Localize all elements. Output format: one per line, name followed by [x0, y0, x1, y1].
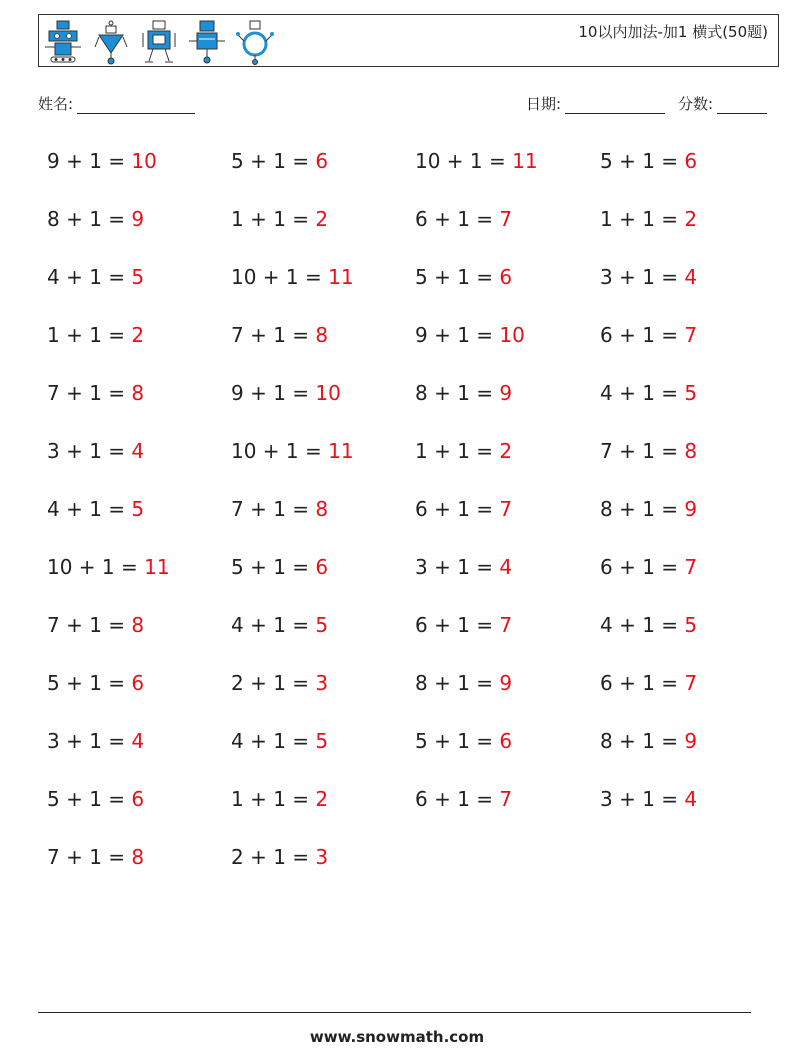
- problem-answer: 11: [328, 265, 354, 289]
- problem-answer: 6: [499, 729, 513, 753]
- problem-item: [415, 729, 512, 753]
- problem-question: 3 + 1 =: [600, 265, 685, 289]
- problem-item: [47, 671, 144, 695]
- problem-answer: 5: [684, 381, 698, 405]
- problem-question: 4 + 1 =: [600, 613, 685, 637]
- problem-question: 7 + 1 =: [47, 613, 132, 637]
- problem-answer: 2: [315, 207, 329, 231]
- problem-item: [47, 439, 144, 463]
- problem-item: [231, 497, 328, 521]
- problem-item: [231, 787, 328, 811]
- problem-answer: 2: [684, 207, 698, 231]
- problem-item: [415, 207, 512, 231]
- problem-answer: 8: [131, 613, 145, 637]
- problem-question: 4 + 1 =: [47, 265, 132, 289]
- problem-answer: 4: [684, 787, 698, 811]
- date-label: 日期:: [526, 95, 562, 113]
- problem-question: 7 + 1 =: [231, 323, 316, 347]
- problem-item: [47, 323, 144, 347]
- problem-answer: 8: [131, 845, 145, 869]
- problem-item: [47, 265, 144, 289]
- problem-item: [415, 671, 512, 695]
- problem-answer: 7: [684, 671, 698, 695]
- problem-question: 1 + 1 =: [415, 439, 500, 463]
- problem-question: 6 + 1 =: [600, 671, 685, 695]
- problem-item: [47, 555, 170, 579]
- problem-question: 4 + 1 =: [47, 497, 132, 521]
- page-title: 10以内加法-加1 横式(50题): [578, 23, 768, 41]
- problem-answer: 9: [684, 729, 698, 753]
- problem-item: [231, 439, 354, 463]
- problem-answer: 6: [684, 149, 698, 173]
- problem-question: 5 + 1 =: [47, 787, 132, 811]
- problem-item: [600, 323, 697, 347]
- problem-item: [415, 149, 538, 173]
- problem-question: 9 + 1 =: [47, 149, 132, 173]
- problem-item: [47, 207, 144, 231]
- problem-item: [47, 729, 144, 753]
- problem-answer: 8: [684, 439, 698, 463]
- footer-url[interactable]: www.snowmath.com: [309, 1028, 485, 1046]
- problem-question: 6 + 1 =: [415, 497, 500, 521]
- problem-answer: 9: [684, 497, 698, 521]
- problem-item: [47, 787, 144, 811]
- problem-answer: 7: [499, 207, 513, 231]
- problem-question: 6 + 1 =: [600, 323, 685, 347]
- problem-item: [600, 381, 697, 405]
- problem-answer: 5: [131, 265, 145, 289]
- problem-item: [231, 149, 328, 173]
- problem-question: 10 + 1 =: [231, 439, 329, 463]
- problem-question: 6 + 1 =: [415, 207, 500, 231]
- problem-question: 8 + 1 =: [415, 671, 500, 695]
- problem-answer: 7: [684, 555, 698, 579]
- problem-answer: 5: [131, 497, 145, 521]
- problem-item: [600, 439, 697, 463]
- problem-answer: 6: [131, 787, 145, 811]
- problem-item: [47, 149, 157, 173]
- problem-question: 3 + 1 =: [600, 787, 685, 811]
- problem-answer: 8: [131, 381, 145, 405]
- footer-divider: [38, 1012, 751, 1013]
- problem-answer: 7: [499, 787, 513, 811]
- problem-answer: 2: [131, 323, 145, 347]
- problem-item: [415, 381, 512, 405]
- problem-answer: 3: [315, 671, 329, 695]
- problem-item: [415, 613, 512, 637]
- problem-answer: 9: [499, 381, 513, 405]
- problem-answer: 2: [315, 787, 329, 811]
- problem-answer: 7: [499, 613, 513, 637]
- problem-question: 7 + 1 =: [47, 381, 132, 405]
- problem-answer: 3: [315, 845, 329, 869]
- problem-item: [231, 671, 328, 695]
- problem-answer: 10: [315, 381, 341, 405]
- problem-answer: 6: [315, 149, 329, 173]
- problem-item: [231, 265, 354, 289]
- problem-item: [231, 555, 328, 579]
- problem-question: 5 + 1 =: [600, 149, 685, 173]
- problem-answer: 4: [684, 265, 698, 289]
- problem-question: 2 + 1 =: [231, 845, 316, 869]
- problem-item: [600, 555, 697, 579]
- problem-answer: 11: [144, 555, 170, 579]
- problem-item: [600, 671, 697, 695]
- score-label: 分数:: [678, 95, 714, 113]
- problem-answer: 4: [131, 729, 145, 753]
- problem-answer: 9: [499, 671, 513, 695]
- problem-item: [231, 845, 328, 869]
- problem-question: 10 + 1 =: [47, 555, 145, 579]
- problem-item: [600, 729, 697, 753]
- problem-answer: 8: [315, 323, 329, 347]
- problem-answer: 7: [684, 323, 698, 347]
- problem-question: 3 + 1 =: [47, 729, 132, 753]
- problem-answer: 6: [315, 555, 329, 579]
- problem-item: [600, 497, 697, 521]
- problem-item: [415, 323, 525, 347]
- problem-question: 4 + 1 =: [231, 729, 316, 753]
- problem-question: 9 + 1 =: [231, 381, 316, 405]
- problem-question: 9 + 1 =: [415, 323, 500, 347]
- problem-question: 7 + 1 =: [47, 845, 132, 869]
- problem-item: [415, 555, 512, 579]
- problem-question: 5 + 1 =: [47, 671, 132, 695]
- problem-answer: 7: [499, 497, 513, 521]
- problem-question: 6 + 1 =: [600, 555, 685, 579]
- problem-question: 1 + 1 =: [231, 787, 316, 811]
- problem-item: [231, 207, 328, 231]
- problem-question: 4 + 1 =: [600, 381, 685, 405]
- name-label: 姓名:: [38, 95, 74, 113]
- problem-answer: 2: [499, 439, 513, 463]
- problem-question: 1 + 1 =: [231, 207, 316, 231]
- problem-item: [231, 381, 341, 405]
- problem-item: [600, 207, 697, 231]
- problem-question: 1 + 1 =: [47, 323, 132, 347]
- problem-item: [600, 265, 697, 289]
- problem-item: [415, 787, 512, 811]
- problem-question: 8 + 1 =: [600, 729, 685, 753]
- problem-answer: 4: [499, 555, 513, 579]
- problem-question: 4 + 1 =: [231, 613, 316, 637]
- problem-item: [415, 497, 512, 521]
- problem-answer: 5: [315, 729, 329, 753]
- problem-item: [231, 613, 328, 637]
- problem-question: 3 + 1 =: [415, 555, 500, 579]
- problem-item: [47, 497, 144, 521]
- problem-answer: 6: [499, 265, 513, 289]
- problem-answer: 4: [131, 439, 145, 463]
- problem-question: 7 + 1 =: [231, 497, 316, 521]
- problem-question: 8 + 1 =: [47, 207, 132, 231]
- problem-answer: 6: [131, 671, 145, 695]
- problem-question: 6 + 1 =: [415, 613, 500, 637]
- problem-item: [231, 323, 328, 347]
- problem-item: [47, 381, 144, 405]
- problem-answer: 5: [315, 613, 329, 637]
- problem-item: [47, 845, 144, 869]
- problem-question: 5 + 1 =: [231, 149, 316, 173]
- problem-answer: 10: [499, 323, 525, 347]
- problem-item: [600, 787, 697, 811]
- problem-answer: 11: [512, 149, 538, 173]
- problem-question: 5 + 1 =: [231, 555, 316, 579]
- problem-answer: 9: [131, 207, 145, 231]
- problem-answer: 8: [315, 497, 329, 521]
- problem-question: 7 + 1 =: [600, 439, 685, 463]
- problem-question: 5 + 1 =: [415, 729, 500, 753]
- problem-answer: 5: [684, 613, 698, 637]
- problem-question: 1 + 1 =: [600, 207, 685, 231]
- problem-question: 6 + 1 =: [415, 787, 500, 811]
- problem-question: 3 + 1 =: [47, 439, 132, 463]
- problem-question: 8 + 1 =: [415, 381, 500, 405]
- problem-question: 10 + 1 =: [415, 149, 513, 173]
- problem-question: 8 + 1 =: [600, 497, 685, 521]
- problem-item: [600, 149, 697, 173]
- problem-item: [600, 613, 697, 637]
- problem-answer: 11: [328, 439, 354, 463]
- problem-item: [415, 265, 512, 289]
- problem-item: [231, 729, 328, 753]
- problem-question: 2 + 1 =: [231, 671, 316, 695]
- problem-question: 5 + 1 =: [415, 265, 500, 289]
- problem-item: [47, 613, 144, 637]
- problem-item: [415, 439, 512, 463]
- problem-answer: 10: [131, 149, 157, 173]
- problem-question: 10 + 1 =: [231, 265, 329, 289]
